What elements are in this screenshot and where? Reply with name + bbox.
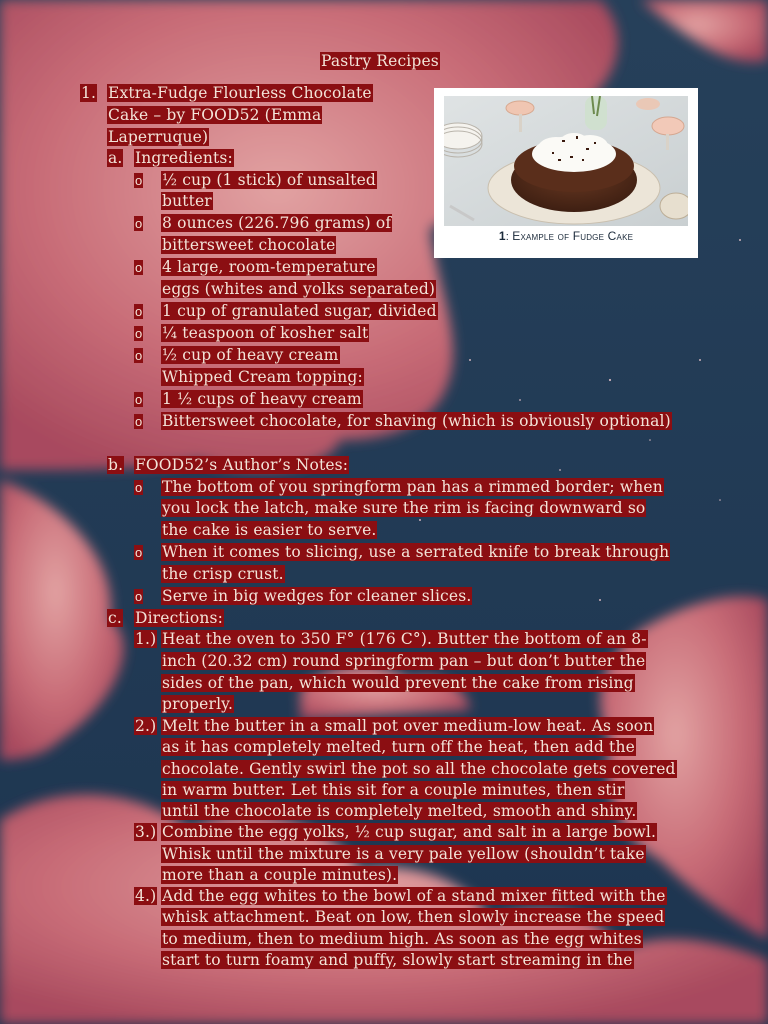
note-item: the crisp crust. <box>162 565 284 583</box>
step-line: Whisk until the mixture is a very pale yellow (shouldn’t take <box>162 845 645 863</box>
ingredient-item: 8 ounces (226.796 grams) of <box>162 214 392 232</box>
step-line: until the chocolate is completely melted, smooth and shiny. <box>162 802 637 820</box>
step-number: 1.) <box>135 630 157 648</box>
step-number: 2.) <box>135 717 157 735</box>
note-item: The bottom of you springform pan has a rimmed border; when <box>162 478 663 496</box>
note-item: When it comes to slicing, use a serrated knife to break through <box>162 543 670 561</box>
bullet-icon: o <box>135 216 143 231</box>
step-line: Heat the oven to 350 F° (176 C°). Butter the bottom of an 8- <box>162 630 647 648</box>
bullet-icon: o <box>135 348 143 363</box>
recipe-title-line: Extra-Fudge Flourless Chocolate <box>108 84 372 102</box>
ingredient-item: eggs (whites and yolks separated) <box>162 280 436 298</box>
step-line: as it has completely melted, turn off the heat, then add the <box>162 738 635 756</box>
step-line: more than a couple minutes). <box>162 866 398 884</box>
step-line: Melt the butter in a small pot over medium-low heat. As soon <box>162 717 654 735</box>
step-number: 3.) <box>135 823 157 841</box>
bullet-icon: o <box>135 545 143 560</box>
topping-item: Bittersweet chocolate, for shaving (which is obviously optional) <box>162 412 671 430</box>
step-line: to medium, then to medium high. As soon as the egg whites <box>162 930 642 948</box>
ingredient-item: ½ cup (1 stick) of unsalted <box>162 171 376 189</box>
caption-text: Example of Fudge Cake <box>512 229 634 243</box>
step-line: in warm butter. Let this sit for a couple minutes, then stir <box>162 781 625 799</box>
bullet-icon: o <box>135 326 143 341</box>
step-line: chocolate. Gently swirl the pot so all the chocolate gets covered <box>162 760 676 778</box>
caption-separator: : <box>505 231 513 243</box>
note-item: Serve in big wedges for cleaner slices. <box>162 587 472 605</box>
ingredient-item: 1 cup of granulated sugar, divided <box>162 302 437 320</box>
bullet-icon: o <box>135 589 143 604</box>
ingredients-heading: Ingredients: <box>135 149 233 167</box>
step-number: 4.) <box>135 887 157 905</box>
step-line: properly. <box>162 695 234 713</box>
recipe-number: 1. <box>81 84 97 102</box>
step-line: Combine the egg yolks, ½ cup sugar, and salt in a large bowl. <box>162 823 657 841</box>
note-item: you lock the latch, make sure the rim is facing downward so <box>162 499 646 517</box>
figure-caption <box>434 229 698 243</box>
ingredient-item: ½ cup of heavy cream <box>162 346 339 364</box>
step-line: Add the egg whites to the bowl of a stand mixer fitted with the <box>162 887 666 905</box>
notes-heading: FOOD52’s Author’s Notes: <box>135 456 349 474</box>
ingredient-item: butter <box>162 192 212 210</box>
cake-figure <box>434 88 698 258</box>
fudge-cake-photo <box>444 96 688 226</box>
step-line: sides of the pan, which would prevent the cake from rising <box>162 674 634 692</box>
ingredient-item: bittersweet chocolate <box>162 236 336 254</box>
ingredient-item: 4 large, room-temperature <box>162 258 376 276</box>
section-marker: c. <box>108 609 122 627</box>
topping-item: 1 ½ cups of heavy cream <box>162 390 362 408</box>
bullet-icon: o <box>135 480 143 495</box>
ingredient-item: ¼ teaspoon of kosher salt <box>162 324 369 342</box>
bullet-icon: o <box>135 414 143 429</box>
bullet-icon: o <box>135 304 143 319</box>
directions-heading: Directions: <box>135 609 223 627</box>
page-title: Pastry Recipes <box>321 52 439 70</box>
bullet-icon: o <box>135 392 143 407</box>
step-line: start to turn foamy and puffy, slowly start streaming in the <box>162 951 633 969</box>
caption-number: 1 <box>498 229 506 243</box>
recipe-title-line: Cake – by FOOD52 (Emma <box>108 106 322 124</box>
step-line: whisk attachment. Beat on low, then slowly increase the speed <box>162 908 665 926</box>
topping-subheading: Whipped Cream topping: <box>162 368 363 386</box>
step-line: inch (20.32 cm) round springform pan – but don’t butter the <box>162 652 646 670</box>
section-marker: b. <box>108 456 124 474</box>
bullet-icon: o <box>135 260 143 275</box>
bullet-icon: o <box>135 173 143 188</box>
recipe-title-line: Laperruque) <box>108 128 209 146</box>
note-item: the cake is easier to serve. <box>162 521 377 539</box>
section-marker: a. <box>108 149 123 167</box>
